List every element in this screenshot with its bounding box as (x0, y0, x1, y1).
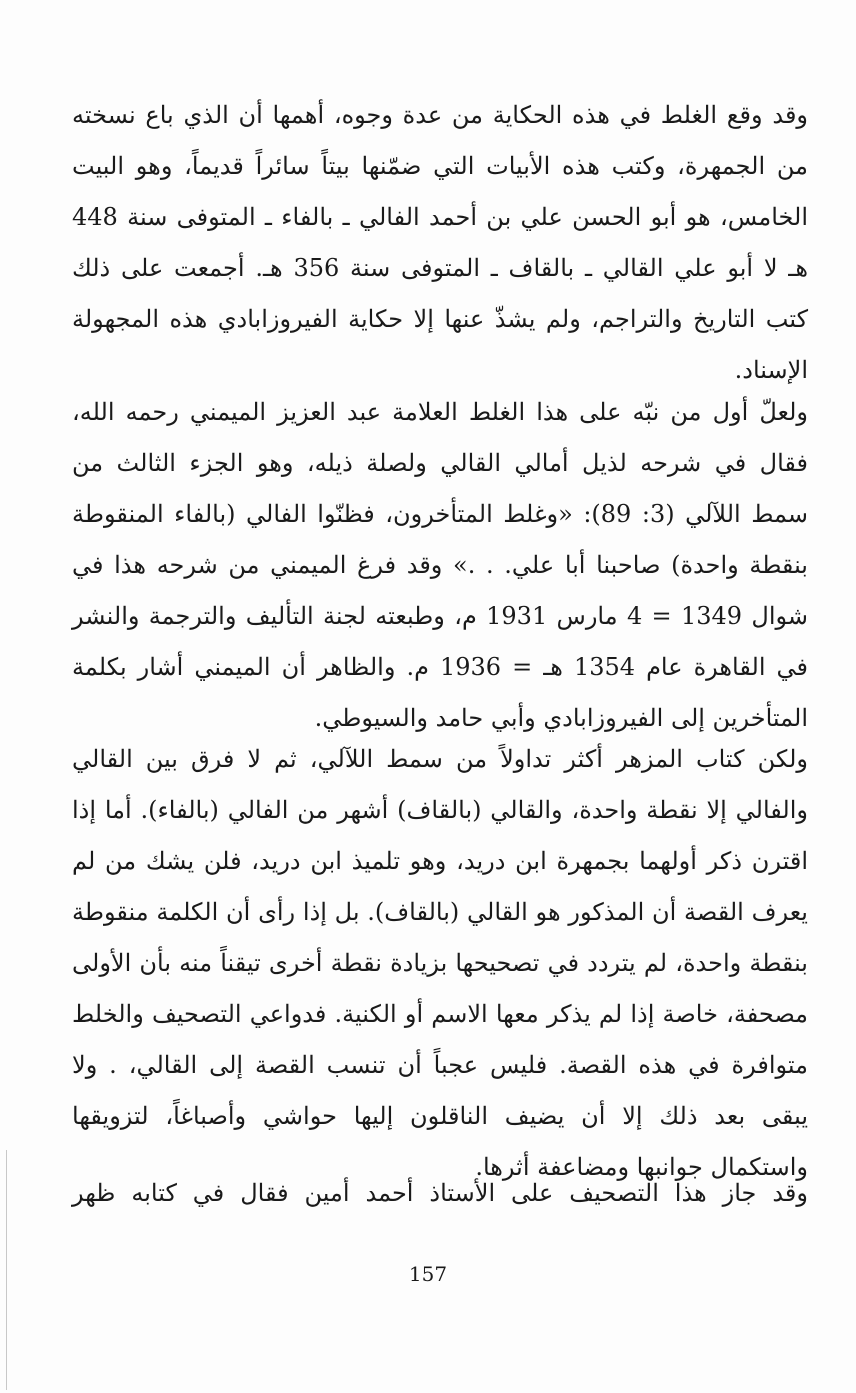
paragraph-1 (72, 90, 808, 396)
paragraph-4 (72, 1168, 808, 1219)
paragraph-3 (72, 734, 808, 1193)
paragraph-text: وقد جاز هذا التصحيف على الأستاذ أحمد أمين فقال في كتابه ظهر (72, 1179, 808, 1207)
page-number: 157 (408, 1262, 448, 1286)
paragraph-text: ولكن كتاب المزهر أكثر تداولاً من سمط اللآلي، ثم لا فرق بين القالي والفالي إلا نقطة واحدة، والقالي (بالقاف) أشهر من الفالي (بالفاء). أما إذا اقترن ذكر أولهما بجمهرة ابن دريد، وهو تلميذ ابن دريد، فلن يشك من لم يعرف القصة أن المذكور هو القالي (بالقاف). بل إذا رأى أن الكلمة منقوطة بنقطة واحدة، لم يتردد في تصحيحها بزيادة نقطة أخرى تيقناً منه بأن الأولى مصحفة، خاصة إذا لم يذكر معها الاسم أو الكنية. فدواعي التصحيف والخلط متوافرة في هذه القصة. فليس عجباً أن تنسب القصة إلى القالي، . ولا يبقى بعد ذلك إلا أن يضيف الناقلون إليها حواشي وأصباغاً، لتزويقها واستكمال جوانبها ومضاعفة أثرها. (72, 745, 808, 1181)
paragraph-text: وقد وقع الغلط في هذه الحكاية من عدة وجوه، أهمها أن الذي باع نسخته من الجمهرة، وكتب هذه الأبيات التي ضمّنها بيتاً سائراً قديماً، وهو البيت الخامس، هو أبو الحسن علي بن أحمد الفالي ـ بالفاء ـ المتوفى سنة 448 هـ لا أبو علي القالي ـ بالقاف ـ المتوفى سنة 356 هـ. أجمعت على ذلك كتب التاريخ والتراجم، ولم يشذّ عنها إلا حكاية الفيروزابادي هذه المجهولة الإسناد. (72, 101, 808, 384)
scan-edge-line (6, 1150, 7, 1390)
paragraph-text: ولعلّ أول من نبّه على هذا الغلط العلامة عبد العزيز الميمني رحمه الله، فقال في شرحه لذيل أمالي القالي ولصلة ذيله، وهو الجزء الثالث من سمط اللآلي (3: 89): «وغلط المتأخرون، فظنّوا الفالي (بالفاء المنقوطة بنقطة واحدة) صاحبنا أبا علي. . .» وقد فرغ الميمني من شرحه هذا في شوال 1349 = 4 مارس 1931 م، وطبعته لجنة التأليف والترجمة والنشر في القاهرة عام 1354 هـ = 1936 م. والظاهر أن الميمني أشار بكلمة المتأخرين إلى الفيروزابادي وأبي حامد والسيوطي. (72, 398, 809, 732)
paragraph-2 (72, 387, 808, 744)
